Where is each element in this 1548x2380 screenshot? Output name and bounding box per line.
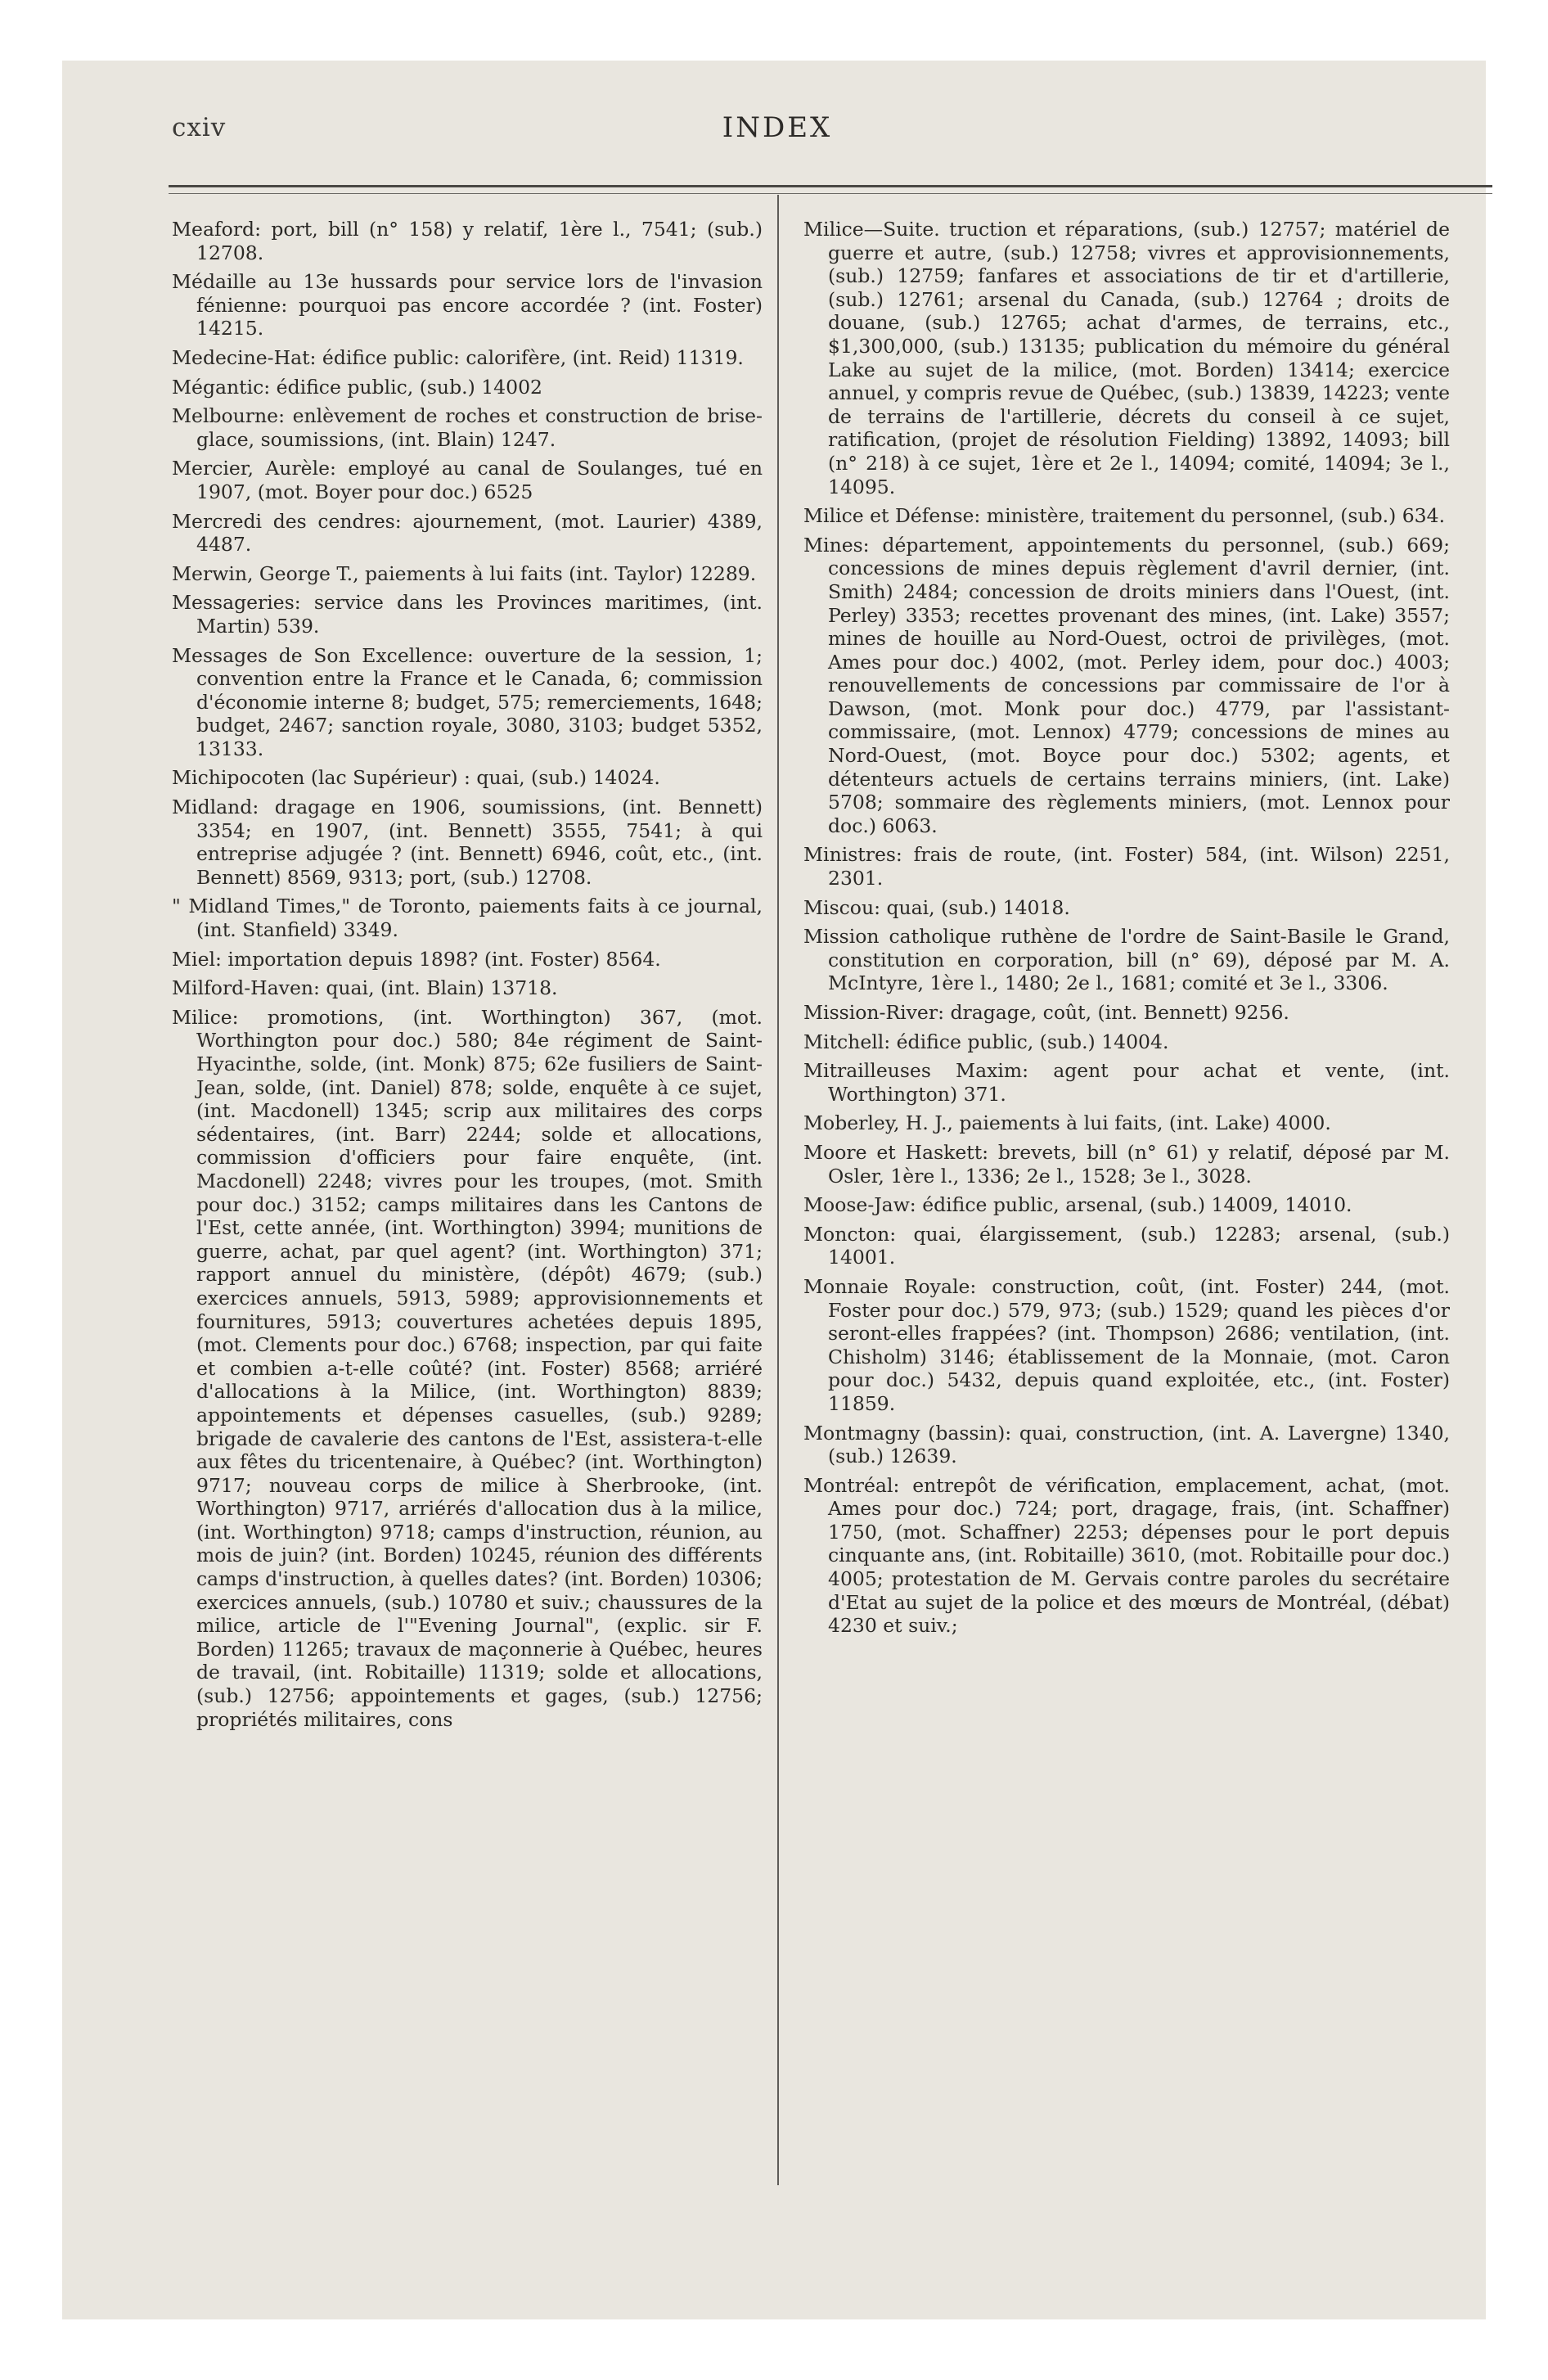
index-entry-milice-suite: Milice—Suite. truction et réparations, (sub.) 12757; matériel de guerre et autre, (sub.) 12758; vivres et approvisionnements, (sub.) 12759; fanfares et associations de tir et d'artillerie, (sub.) 12761; arsenal du Canada, (sub.) 12764 ; droits de douane, (sub.) 12765; achat d'armes, de terrains, etc., $1,300,000, (sub.) 13135; publication du mémoire du général Lake au sujet de la milice, (mot. Borden) 13414; exercice annuel, y compris revue de Québec, (sub.) 13839, 14223; vente de terrains de l'artillerie, décrets du conseil à ce sujet, ratification, (projet de résolution Fielding) 13892, 14093; bill (n° 218) à ce sujet, 1ère et 2e l., 14094; comité, 14094; 3e l., 14095. (803, 218, 1450, 498)
index-entry-miel: Miel: importation depuis 1898? (int. Foster) 8564. (172, 947, 661, 971)
index-entry-mission-catholique: Mission catholique ruthène de l'ordre de Saint-Basile le Grand, constitution en corporation, bill (n° 69), déposé par M. A. McIntyre, 1ère l., 1480; 2e l., 1681; comité et 3e l., 3306. (803, 925, 1450, 995)
index-entry-moberley: Moberley, H. J., paiements à lui faits, (int. Lake) 4000. (803, 1111, 1331, 1135)
index-entry-mercredi: Mercredi des cendres: ajournement, (mot. Laurier) 4389, 4487. (172, 509, 763, 557)
index-entry-meaford: Meaford: port, bill (n° 158) y relatif, 1ère l., 7541; (sub.) 12708. (172, 218, 763, 264)
index-entry-montmagny: Montmagny (bassin): quai, construction, (int. A. Lavergne) 1340, (sub.) 12639. (803, 1421, 1450, 1468)
index-entry-medecine-hat: Medecine-Hat: édifice public: calorifère, (int. Reid) 11319. (172, 345, 744, 369)
index-entry-milice: Milice: promotions, (int. Worthington) 367, (mot. Worthington pour doc.) 580; 84e régiment de Saint-Hyacinthe, solde, (int. Monk) 875; 62e fusiliers de Saint-Jean, solde, (int. Daniel) 878; solde, enquête à ce sujet, (int. Macdonell) 1345; scrip aux militaires des corps sédentaires, (int. Barr) 2244; solde et allocations, commission d'officiers pour faire enquête, (int. Macdonell) 2248; vivres pour les troupes, (mot. Smith pour doc.) 3152; camps militaires dans les Cantons de l'Est, cette année, (int. Worthington) 3994; munitions de guerre, achat, par quel agent? (int. Worthington) 371; rapport annuel du ministère, (dépôt) 4679; (sub.) exercices annuels, 5913, 5989; approvisionnements et fournitures, 5913; couvertures achetées depuis 1895, (mot. Clements pour doc.) 6768; inspection, par qui faite et combien a-t-elle coûté? (int. Foster) 8568; arriéré d'allocations à la Milice, (int. Worthington) 8839; appointements et dépenses casuelles, (sub.) 9289; brigade de cavalerie des cantons de l'Est, assistera-t-elle aux fêtes du tricentenaire, à Québec? (int. Worthington) 9717; nouveau corps de milice à Sherbrooke, (int. Worthington) 9717, arriérés d'allocation dus à la milice, (int. Worthington) 9718; camps d'instruction, réunion, au mois de juin? (int. Borden) 10245, réunion des différents camps d'instruction, à quelles dates? (int. Borden) 10306; exercices annuels, (sub.) 10780 et suiv.; chaussures de la milice, article de l'"Evening Journal", (explic. sir F. Borden) 11265; travaux de maçonnerie à Québec, heures de travail, (int. Robitaille) 11319; solde et allocations, (sub.) 12756; appointements et gages, (sub.) 12756; propriétés militaires, cons (172, 1005, 763, 1731)
index-entry-moose-jaw: Moose-Jaw: édifice public, arsenal, (sub.) 14009, 14010. (803, 1193, 1352, 1217)
index-entry-melbourne: Melbourne: enlèvement de roches et construction de brise-glace, soumissions, (int. Blain) 1247. (172, 404, 763, 451)
index-entry-monnaie-royale: Monnaie Royale: construction, coût, (int. Foster) 244, (mot. Foster pour doc.) 579, 973; (sub.) 1529; quand les pièces d'or seront-elles frappées? (int. Thompson) 2686; ventilation, (int. Chisholm) 3146; établissement de la Monnaie, (mot. Caron pour doc.) 5432, depuis quand exploitée, etc., (int. Foster) 11859. (803, 1274, 1450, 1415)
index-entry-moncton: Moncton: quai, élargissement, (sub.) 12283; arsenal, (sub.) 14001. (803, 1222, 1450, 1269)
index-entry-montreal: Montréal: entrepôt de vérification, emplacement, achat, (mot. Ames pour doc.) 724; port, dragage, frais, (int. Schaffner) 1750, (mot. Schaffner) 2253; dépenses pour le port depuis cinquante ans, (int. Robitaille) 3610, (mot. Robitaille pour doc.) 4005; protestation de M. Gervais contre paroles du secrétaire d'Etat au sujet de la police et des mœurs de Montréal, (débat) 4230 et suiv.; (803, 1473, 1450, 1638)
right-column (803, 218, 1450, 1643)
index-entry-mission-river: Mission-River: dragage, coût, (int. Bennett) 9256. (803, 1001, 1289, 1024)
index-entry-milford-haven: Milford-Haven: quai, (int. Blain) 13718. (172, 976, 558, 1000)
index-entry-moore-haskett: Moore et Haskett: brevets, bill (n° 61) y relatif, déposé par M. Osler, 1ère l., 1336; 2e l., 1528; 3e l., 3028. (803, 1140, 1450, 1188)
index-entry-mines: Mines: département, appointements du personnel, (sub.) 669; concessions de mines depuis règlement d'avril dernier, (int. Smith) 2484; concession de droits miniers dans l'Ouest, (int. Perley) 3353; recettes provenant des mines, (int. Lake) 3557; mines de houille au Nord-Ouest, octroi de privilèges, (mot. Ames pour doc.) 4002, (mot. Perley idem, pour doc.) 4003; renouvellements de concessions par commissaire de l'or à Dawson, (mot. Monk pour doc.) 4779, par l'assistant- commissaire, (mot. Lennox) 4779; concessions de mines au Nord-Ouest, (mot. Boyce pour doc.) 5302; agents, et détenteurs actuels de certains terrains miniers, (int. Lake) 5708; sommaire des règlements miniers, (mot. Lennox pour doc.) 6063. (803, 533, 1450, 837)
index-entry-michipocoten: Michipocoten (lac Supérieur) : quai, (sub.) 14024. (172, 766, 660, 790)
index-entry-miscou: Miscou: quai, (sub.) 14018. (803, 895, 1070, 919)
index-entry-midland: Midland: dragage en 1906, soumissions, (int. Bennett) 3354; en 1907, (int. Bennett) 3555, 7541; à qui entreprise adjugée ? (int. Bennett) 6946, coût, etc., (int. Bennett) 8569, 9313; port, (sub.) 12708. (172, 796, 763, 889)
index-entry-messages: Messages de Son Excellence: ouverture de la session, 1; convention entre la France et le Canada, 6; commission d'économie interne 8; budget, 575; remerciements, 1648; budget, 2467; sanction royale, 3080, 3103; budget 5352, 13133. (172, 643, 763, 760)
index-entry-mitchell: Mitchell: édifice public, (sub.) 14004. (803, 1030, 1169, 1053)
index-entry-medaille: Médaille au 13e hussards pour service lors de l'invasion fénienne: pourquoi pas encore accordée ? (int. Foster) 14215. (172, 270, 763, 340)
index-entry-ministres: Ministres: frais de route, (int. Foster) 584, (int. Wilson) 2251, 2301. (803, 843, 1450, 890)
header-rule (169, 185, 1492, 187)
index-entry-midland-times: " Midland Times," de Toronto, paiements faits à ce journal, (int. Stanfield) 3349. (172, 895, 763, 942)
page-number: cxiv (172, 113, 227, 142)
index-entry-merwin: Merwin, George T., paiements à lui faits (int. Taylor) 12289. (172, 561, 757, 585)
page-title: INDEX (722, 111, 833, 144)
column-divider (777, 195, 779, 2185)
index-entry-messageries: Messageries: service dans les Provinces maritimes, (int. Martin) 539. (172, 591, 763, 638)
left-column (172, 218, 763, 1737)
index-entry-mitrailleuses: Mitrailleuses Maxim: agent pour achat et vente, (int. Worthington) 371. (803, 1059, 1450, 1106)
index-entry-mercier: Mercier, Aurèle: employé au canal de Soulanges, tué en 1907, (mot. Boyer pour doc.) 6525 (172, 457, 763, 503)
header-rule-thin (169, 193, 1492, 194)
index-entry-megantic: Mégantic: édifice public, (sub.) 14002 (172, 375, 542, 399)
index-entry-milice-defense: Milice et Défense: ministère, traitement du personnel, (sub.) 634. (803, 504, 1446, 528)
